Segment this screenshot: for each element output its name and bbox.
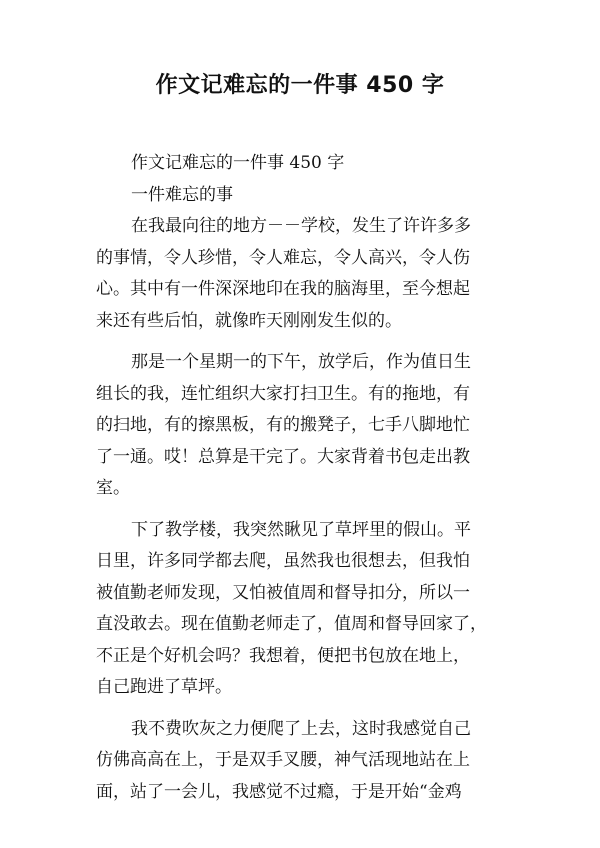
paragraph-2-line-5: 室。 xyxy=(96,478,130,498)
paragraph-1-line-4: 来还有些后怕，就像昨天刚刚发生似的。 xyxy=(96,310,402,331)
text-line-subtitle: 作文记难忘的一件事 450 字 xyxy=(131,153,345,173)
paragraph-4-line-1: 我不费吹灰之力便爬了上去，这时我感觉自己 xyxy=(131,718,471,739)
paragraph-1-line-3: 心。其中有一件深深地印在我的脑海里，至今想起 xyxy=(96,279,470,299)
paragraph-3-line-2: 日里，许多同学都去爬，虽然我也很想去，但我怕 xyxy=(96,551,470,571)
paragraph-4-line-3: 面，站了一会儿，我感觉不过瘾，于是开始“金鸡 xyxy=(96,781,462,802)
text-line-essay-title: 一件难忘的事 xyxy=(131,184,233,205)
paragraph-2-line-3: 的扫地，有的擦黑板，有的搬凳子，七手八脚地忙 xyxy=(96,415,470,435)
paragraph-1-line-2: 的事情，令人珍惜，令人难忘，令人高兴，令人伤 xyxy=(96,247,470,268)
document-title: 作文记难忘的一件事 450 字 xyxy=(155,73,445,98)
paragraph-3-line-5: 不正是个好机会吗？我想着，便把书包放在地上， xyxy=(96,645,470,666)
paragraph-3-line-6: 自己跑进了草坪。 xyxy=(96,677,232,697)
paragraph-4-line-2: 仿佛高高在上，于是双手叉腰，神气活现地站在上 xyxy=(96,750,470,770)
paragraph-2-line-1: 那是一个星期一的下午，放学后，作为值日生 xyxy=(131,352,471,372)
paragraph-3-line-1: 下了教学楼，我突然瞅见了草坪里的假山。平 xyxy=(131,519,471,540)
document-body xyxy=(96,148,511,808)
paragraph-1-line-1: 在我最向往的地方－－学校，发生了许许多多 xyxy=(131,216,471,236)
paragraph-2-line-4: 了一通。哎！总算是干完了。大家背着书包走出教 xyxy=(96,446,470,467)
paragraph-2-line-2: 组长的我，连忙组织大家打扫卫生。有的拖地，有 xyxy=(96,383,470,404)
paragraph-3-line-3: 被值勤老师发现，又怕被值周和督导扣分，所以一 xyxy=(96,582,470,603)
paragraph-3-line-4: 直没敢去。现在值勤老师走了，值周和督导回家了， xyxy=(96,614,487,634)
